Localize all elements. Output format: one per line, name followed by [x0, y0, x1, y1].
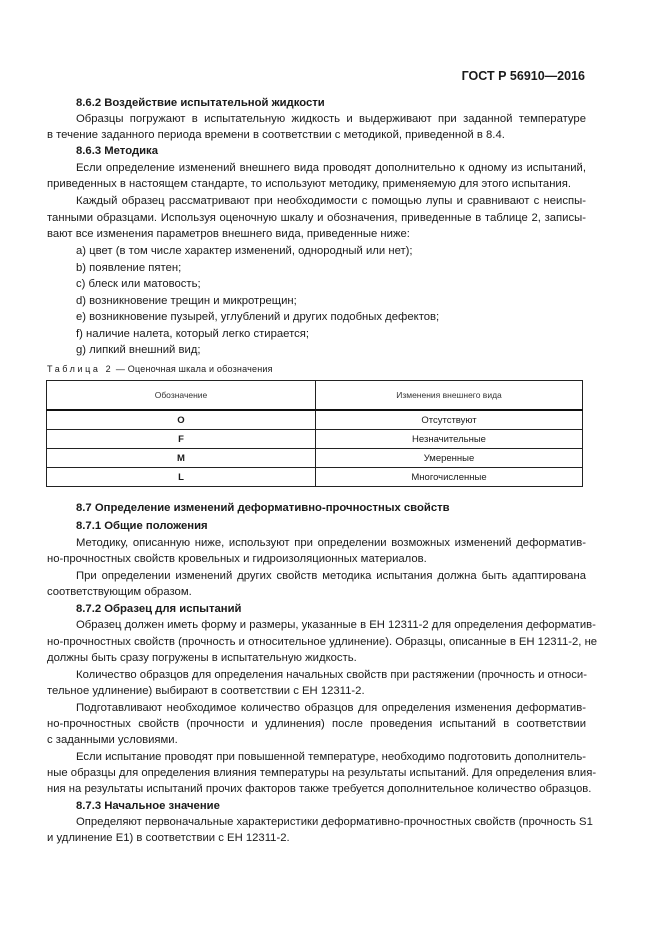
table-row — [47, 430, 583, 449]
paragraph-line: но-прочностных свойств (прочность и относительное удлинение). Образцы, описанные в ЕН 12311-2, не — [47, 636, 598, 648]
paragraph-line: и удлинение E1) в соответствии с ЕН 12311-2. — [47, 832, 290, 844]
table-caption — [47, 364, 273, 374]
table-cell-code: L — [47, 468, 316, 487]
paragraph-line: но-прочностных свойств кровельных и гидроизоляционных материалов. — [47, 553, 427, 565]
paragraph-line: ния на результаты испытаний прочих факторов также требуется дополнительное количество образцов. — [47, 783, 592, 795]
table-cell-description: Незначительные — [316, 430, 583, 449]
paragraph-line: Методику, описанную ниже, используют при определении возможных изменений деформатив- — [76, 537, 586, 549]
section-8-7-2-heading: 8.7.2 Образец для испытаний — [76, 603, 242, 615]
list-item-e: e) возникновение пузырей, углублений и других подобных дефектов; — [76, 311, 440, 323]
paragraph-line: в течение заданного периода времени в соответствии с методикой, приведенной в 8.4. — [47, 129, 505, 141]
list-item-b: b) появление пятен; — [76, 262, 182, 274]
paragraph-line: приведенных в настоящем стандарте, то используют методику, применяемую для этого испытания. — [47, 178, 572, 190]
paragraph-line: Образцы погружают в испытательную жидкость и выдерживают при заданной температуре — [76, 113, 586, 125]
document-id: ГОСТ Р 56910—2016 — [461, 69, 585, 83]
paragraph-line: вают все изменения параметров внешнего вида, приведенные ниже: — [47, 228, 410, 240]
paragraph-line: При определении изменений других свойств методика испытания должна быть адаптирована — [76, 570, 586, 582]
table-row — [47, 468, 583, 487]
list-item-g: g) липкий внешний вид; — [76, 344, 201, 356]
column-header-changes: Изменения внешнего вида — [316, 381, 583, 411]
paragraph-line: с заданными условиями. — [47, 734, 178, 746]
section-8-6-3-heading: 8.6.3 Методика — [76, 145, 158, 157]
section-8-6-2-heading: 8.6.2 Воздействие испытательной жидкости — [76, 97, 325, 109]
paragraph-line: ные образцы для определения влияния температуры на результаты испытаний. Для определения влия- — [47, 767, 597, 779]
paragraph-line: тельное удлинение) выбирают в соответствии с ЕН 12311-2. — [47, 685, 365, 697]
paragraph-line: соответствующим образом. — [47, 586, 192, 598]
list-item-a: a) цвет (в том числе характер изменений, однородный или нет); — [76, 245, 413, 257]
list-item-c: c) блеск или матовость; — [76, 278, 201, 290]
table-cell-description: Отсутствуют — [316, 410, 583, 430]
table-caption-text: — Оценочная шкала и обозначения — [113, 364, 273, 374]
column-header-designation: Обозначение — [47, 381, 316, 411]
paragraph-line: Если определение изменений внешнего вида проводят дополнительно к одному из испытаний, — [76, 162, 586, 174]
section-8-7-heading: 8.7 Определение изменений деформативно-прочностных свойств — [76, 502, 450, 514]
section-8-7-3-heading: 8.7.3 Начальное значение — [76, 800, 220, 812]
list-item-f: f) наличие налета, который легко стирается; — [76, 328, 310, 340]
paragraph-line: Каждый образец рассматривают при необходимости с помощью лупы и сравнивают с неиспы- — [76, 195, 586, 207]
table-cell-code: M — [47, 449, 316, 468]
table-2 — [46, 380, 583, 487]
paragraph-line: танными образцами. Используя оценочную шкалу и обозначения, приведенные в таблице 2, записы- — [47, 212, 586, 224]
paragraph-line: но-прочностных свойств (прочности и удлинения) после проведения испытаний в соответствии — [47, 718, 586, 730]
table-cell-description: Многочисленные — [316, 468, 583, 487]
paragraph-line: Образец должен иметь форму и размеры, указанные в ЕН 12311-2 для определения деформатив- — [76, 619, 596, 631]
list-item-d: d) возникновение трещин и микротрещин; — [76, 295, 297, 307]
table-header-row — [47, 381, 583, 411]
paragraph-line: Подготавливают необходимое количество образцов для определения изменения деформатив- — [76, 702, 586, 714]
table-cell-code: O — [47, 410, 316, 430]
paragraph-line: Количество образцов для определения начальных свойств при растяжении (прочность и относи- — [76, 669, 587, 681]
table-cell-description: Умеренные — [316, 449, 583, 468]
paragraph-line: Если испытание проводят при повышенной температуре, необходимо подготовить дополнитель- — [76, 751, 587, 763]
paragraph-line: Определяют первоначальные характеристики деформативно-прочностных свойств (прочность S1 — [76, 816, 593, 828]
table-row — [47, 449, 583, 468]
table-cell-code: F — [47, 430, 316, 449]
table-row — [47, 410, 583, 430]
paragraph-line: должны быть сразу погружены в испытательную жидкость. — [47, 652, 357, 664]
table-caption-label: Таблица 2 — [47, 364, 114, 374]
section-8-7-1-heading: 8.7.1 Общие положения — [76, 520, 208, 532]
